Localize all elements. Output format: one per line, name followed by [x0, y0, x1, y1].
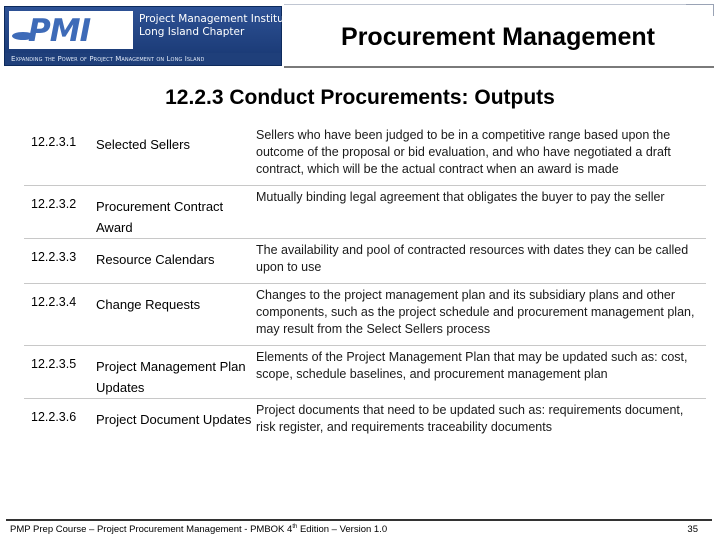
logo-org-line2: Long Island Chapter [139, 26, 245, 38]
output-name: Procurement Contract Award [96, 199, 224, 235]
table-row [24, 186, 706, 239]
footer-rule [6, 519, 712, 521]
header-top-rule [284, 4, 714, 5]
table-row [24, 124, 706, 186]
output-name: Change Requests [96, 297, 201, 312]
header-rule [284, 66, 714, 68]
outputs-table [24, 124, 706, 443]
logo-mark-box [9, 11, 133, 49]
output-description: Project documents that need to be updated such as: requirements document, risk register, and requirements traceability documents [256, 403, 684, 434]
logo-mark: PMI [28, 13, 91, 49]
slide-heading: 12.2.3 Conduct Procurements: Outputs [165, 86, 555, 109]
output-number: 12.2.3.5 [31, 357, 77, 371]
footer-text-after: Edition – Version 1.0 [297, 524, 388, 535]
footer-text-before: PMP Prep Course – Project Procurement Management - PMBOK 4 [10, 524, 293, 535]
output-number: 12.2.3.3 [31, 250, 77, 264]
output-name: Resource Calendars [96, 252, 215, 267]
table-row [24, 239, 706, 284]
output-description: Mutually binding legal agreement that obligates the buyer to pay the seller [256, 190, 665, 204]
output-description: Changes to the project management plan and its subsidiary plans and other components, such as the project schedule and procurement management plan, may result from the Select Sellers process [256, 288, 695, 336]
output-number: 12.2.3.2 [31, 197, 77, 211]
logo-organization [139, 13, 294, 39]
output-number: 12.2.3.1 [31, 135, 77, 149]
corner-mark [686, 4, 714, 16]
table-row [24, 399, 706, 444]
page-number: 35 [687, 524, 698, 535]
footer-text-sup: th [292, 523, 298, 530]
output-description: Sellers who have been judged to be in a competitive range based upon the outcome of the proposal or bid evaluation, and who have negotiated a draft contract, which will be the actual contract when an award is made [256, 128, 671, 176]
output-description: Elements of the Project Management Plan that may be updated such as: cost, scope, schedule baselines, and procurement management plan [256, 350, 688, 381]
output-name: Project Management Plan Updates [96, 359, 246, 395]
output-name: Selected Sellers [96, 137, 190, 152]
output-number: 12.2.3.6 [31, 410, 77, 424]
pmi-logo [4, 6, 295, 66]
header-title: Procurement Management [341, 23, 655, 51]
logo-tagline: Expanding the Power of Project Management on Long Island [11, 55, 205, 63]
table-row [24, 346, 706, 399]
output-name: Project Document Updates [96, 412, 252, 427]
output-description: The availability and pool of contracted resources with dates they can be called upon to use [256, 243, 689, 274]
logo-org-line1: Project Management Institute [139, 13, 295, 25]
footer-course-info [10, 523, 387, 537]
output-number: 12.2.3.4 [31, 295, 77, 309]
table-row [24, 284, 706, 346]
